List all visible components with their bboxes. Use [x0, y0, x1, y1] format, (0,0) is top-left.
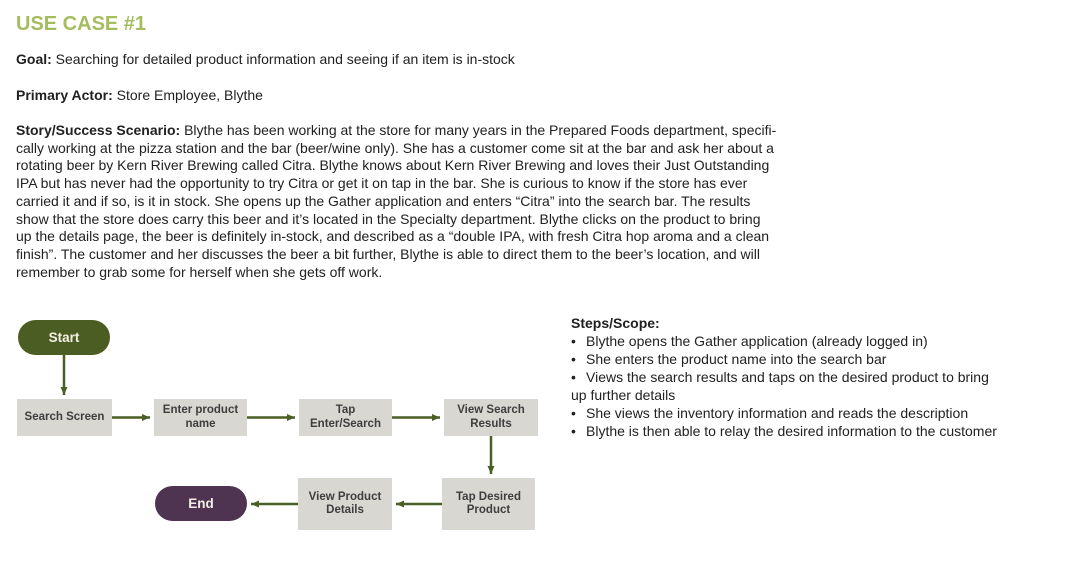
- steps-scope-title: Steps/Scope:: [571, 315, 660, 331]
- story-line: show that the store does carry this beer and it’s located in the Specialty department. Blythe clicks on the product to bring: [16, 210, 761, 227]
- goal-label: Goal:: [16, 51, 52, 67]
- flowchart: [0, 305, 560, 555]
- story-line: rotating beer by Kern River Brewing called Citra. Blythe knows about Kern River Brewing and loves their Just Outstanding: [16, 157, 770, 174]
- flow-node-view-product-details: View Product Details: [298, 478, 392, 530]
- story-line: IPA but has never had the opportunity to try Citra or get it on tap in the bar. She is curious to know if the store has ever: [16, 175, 748, 192]
- flow-node-enter-product-name: Enter product name: [154, 399, 247, 436]
- step-item: • Blythe is then able to relay the desired information to the customer: [571, 423, 997, 439]
- step-item: • She views the inventory information and reads the description: [571, 405, 969, 421]
- flow-node-search-screen: Search Screen: [17, 399, 112, 436]
- flow-node-end: End: [155, 486, 247, 521]
- story-line: Story/Success Scenario: Blythe has been working at the store for many years in the Prepared Foods department, specifi-: [16, 122, 777, 138]
- bullet-icon: •: [571, 333, 576, 349]
- bullet-icon: •: [571, 369, 576, 385]
- story-line: up the details page, the beer is definitely in-stock, and described as a “double IPA, with fresh Citra hop aroma and a clean: [16, 228, 770, 245]
- story-paragraph: [16, 122, 776, 281]
- primary-actor-label: Primary Actor:: [16, 87, 113, 103]
- bullet-icon: •: [571, 423, 576, 439]
- page-title: USE CASE #1: [16, 13, 147, 35]
- step-item: • She enters the product name into the search bar: [571, 351, 887, 367]
- flow-node-tap-desired-product: Tap Desired Product: [442, 478, 535, 530]
- primary-actor-line: [16, 87, 263, 103]
- story-line: finish”. The customer and her discusses the beer a bit further, Blythe is able to direct them to the beer’s location, and will: [16, 245, 760, 262]
- story-line: cally working at the pizza station and the bar (beer/wine only). She has a customer come sit at the bar and ask her about a: [16, 139, 774, 156]
- bullet-icon: •: [571, 405, 576, 421]
- step-item: • Blythe opens the Gather application (already logged in): [571, 333, 928, 349]
- bullet-icon: •: [571, 351, 576, 367]
- goal-line: [16, 51, 515, 67]
- flow-node-view-search-results: View Search Results: [444, 399, 538, 436]
- goal-text: Searching for detailed product information and seeing if an item is in-stock: [55, 51, 515, 67]
- primary-actor-text: Store Employee, Blythe: [116, 87, 263, 103]
- story-line: remember to grab some for herself when she gets off work.: [16, 263, 383, 280]
- steps-scope-section: [571, 314, 1092, 440]
- flow-node-start: Start: [18, 320, 110, 355]
- flow-node-tap-enter-search: Tap Enter/Search: [299, 399, 392, 436]
- step-item: • Views the search results and taps on the desired product to bring: [571, 369, 989, 385]
- story-line: carried it and if so, is it in stock. She opens up the Gather application and enters “Citra” into the search bar. The results: [16, 192, 751, 209]
- step-item-wrap-line: up further details: [571, 387, 676, 403]
- story-label: Story/Success Scenario:: [16, 122, 181, 138]
